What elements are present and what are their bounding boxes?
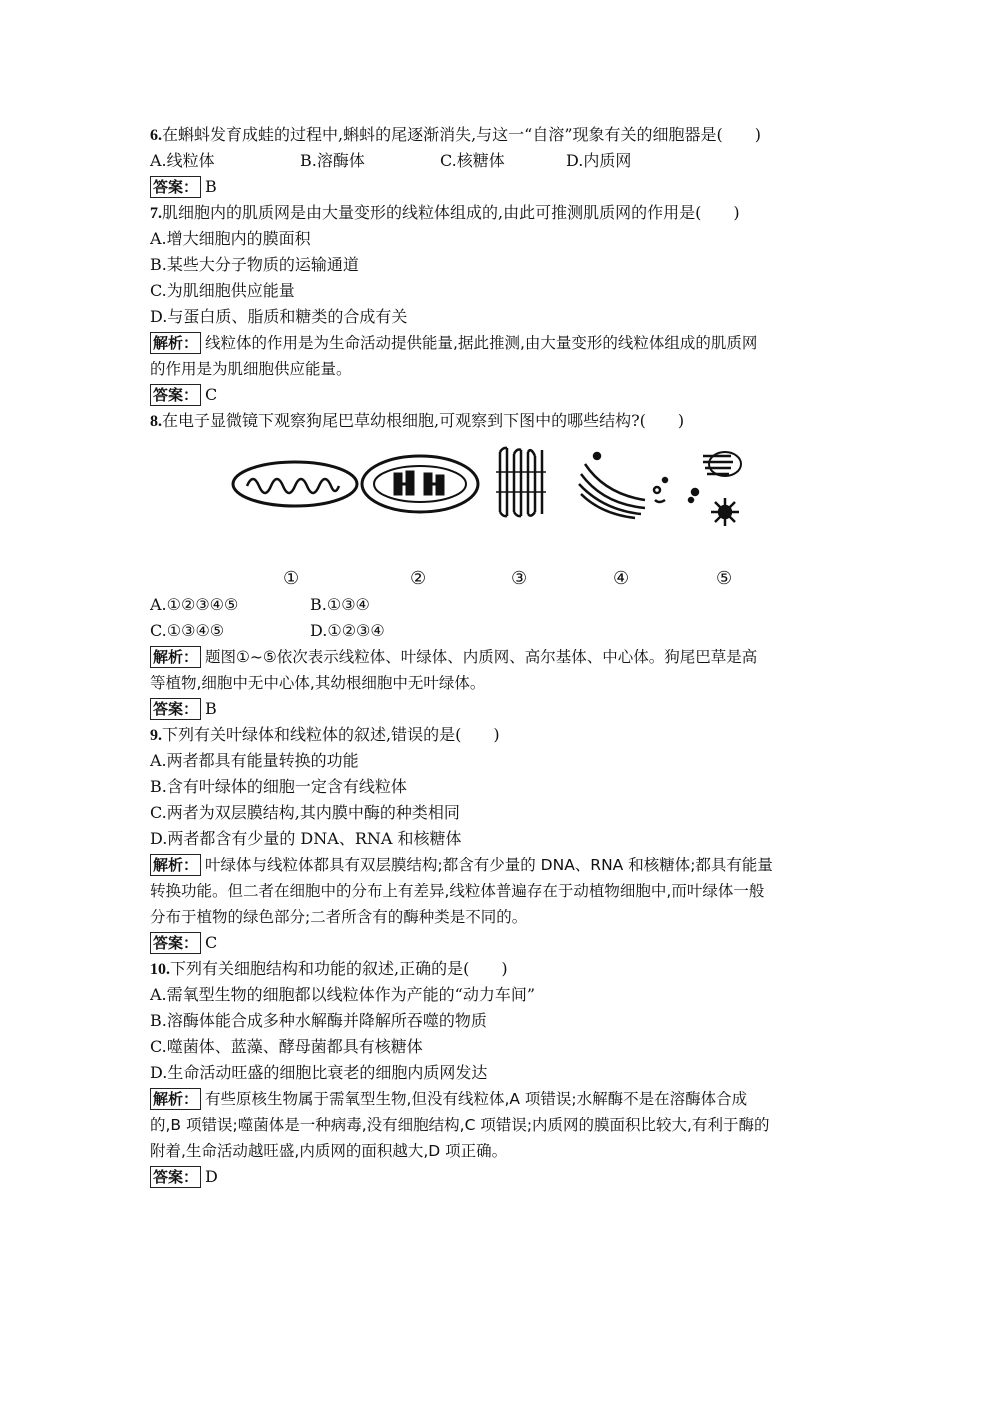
question-text: 下列有关叶绿体和线粒体的叙述,错误的是( ) <box>162 725 500 744</box>
question-number: 6. <box>150 127 162 144</box>
question-8-answer <box>150 696 850 722</box>
question-6 <box>150 122 850 148</box>
option-b: B.溶酶体 <box>300 151 365 170</box>
question-text: 肌细胞内的肌质网是由大量变形的线粒体组成的,由此可推测肌质网的作用是( ) <box>162 203 740 222</box>
explanation-line: 的作用是为肌细胞供应能量。 <box>150 360 352 378</box>
question-6-options <box>150 148 850 174</box>
figure-label-3: ③ <box>511 568 528 589</box>
option-a: A.线粒体 <box>150 151 215 170</box>
answer-value: C <box>205 933 218 952</box>
question-number: 9. <box>150 727 162 744</box>
answer-label: 答案： <box>150 1166 201 1188</box>
centriole-icon <box>689 452 741 526</box>
question-number: 7. <box>150 205 162 222</box>
question-9 <box>150 722 850 748</box>
golgi-apparatus-icon <box>579 453 667 518</box>
option-b: B.溶酶体能合成多种水解酶并降解所吞噬的物质 <box>150 1011 487 1030</box>
explanation-line: 线粒体的作用是为生命活动提供能量,据此推测,由大量变形的线粒体组成的肌质网 <box>205 334 758 352</box>
answer-label: 答案： <box>150 384 201 406</box>
chloroplast-icon <box>362 456 478 512</box>
question-10 <box>150 956 850 982</box>
answer-label: 答案： <box>150 176 201 198</box>
question-7 <box>150 200 850 226</box>
organelle-diagram <box>225 442 765 592</box>
explanation-line: 等植物,细胞中无中心体,其幼根细胞中无叶绿体。 <box>150 674 486 692</box>
question-8-options-row-1 <box>150 592 850 618</box>
answer-value: B <box>205 177 217 196</box>
question-8-explanation <box>150 644 850 696</box>
explanation-label: 解析： <box>150 646 201 668</box>
option-a: A.增大细胞内的膜面积 <box>150 229 311 248</box>
explanation-line: 转换功能。但二者在细胞中的分布上有差异,线粒体普遍存在于动植物细胞中,而叶绿体一般 <box>150 882 765 900</box>
option-d: D.与蛋白质、脂质和糖类的合成有关 <box>150 307 408 326</box>
answer-label: 答案： <box>150 698 201 720</box>
explanation-line: 有些原核生物属于需氧型生物,但没有线粒体,A 项错误;水解酶不是在溶酶体合成 <box>205 1090 748 1108</box>
option-d: D.生命活动旺盛的细胞比衰老的细胞内质网发达 <box>150 1063 488 1082</box>
endoplasmic-reticulum-icon <box>496 448 546 516</box>
option-c: C.①③④⑤ <box>150 621 225 640</box>
option-c: C.为肌细胞供应能量 <box>150 281 295 300</box>
option-a: A.两者都具有能量转换的功能 <box>150 751 359 770</box>
option-d: D.①②③④ <box>310 621 385 640</box>
question-7-explanation <box>150 330 850 382</box>
answer-value: C <box>205 385 218 404</box>
explanation-line: 题图①~⑤依次表示线粒体、叶绿体、内质网、高尔基体、中心体。狗尾巴草是高 <box>205 648 758 666</box>
explanation-line: 附着,生命活动越旺盛,内质网的面积越大,D 项正确。 <box>150 1142 508 1160</box>
option-d: D.内质网 <box>566 151 632 170</box>
answer-value: B <box>205 699 217 718</box>
option-c: C.两者为双层膜结构,其内膜中酶的种类相同 <box>150 803 460 822</box>
question-text: 下列有关细胞结构和功能的叙述,正确的是( ) <box>170 959 508 978</box>
option-a: A.①②③④⑤ <box>150 595 239 614</box>
document-content <box>150 122 850 1190</box>
option-b: B.①③④ <box>310 595 370 614</box>
organelle-figure <box>150 434 850 592</box>
option-c: C.噬菌体、蓝藻、酵母菌都具有核糖体 <box>150 1037 423 1056</box>
question-7-answer <box>150 382 850 408</box>
mitochondrion-icon <box>233 462 357 506</box>
figure-label-2: ② <box>410 568 427 589</box>
explanation-line: 叶绿体与线粒体都具有双层膜结构;都含有少量的 DNA、RNA 和核糖体;都具有能量 <box>205 856 773 874</box>
figure-label-4: ④ <box>613 568 630 589</box>
question-9-answer <box>150 930 850 956</box>
question-number: 8. <box>150 413 162 430</box>
explanation-label: 解析： <box>150 1088 201 1110</box>
option-c: C.核糖体 <box>440 151 505 170</box>
option-d: D.两者都含有少量的 DNA、RNA 和核糖体 <box>150 829 462 848</box>
question-text: 在电子显微镜下观察狗尾巴草幼根细胞,可观察到下图中的哪些结构?( ) <box>162 411 685 430</box>
figure-label-1: ① <box>283 568 300 589</box>
question-10-explanation <box>150 1086 850 1164</box>
answer-value: D <box>205 1167 218 1186</box>
answer-label: 答案： <box>150 932 201 954</box>
option-b: B.含有叶绿体的细胞一定含有线粒体 <box>150 777 407 796</box>
question-6-answer <box>150 174 850 200</box>
question-8-options-row-2 <box>150 618 850 644</box>
option-a: A.需氧型生物的细胞都以线粒体作为产能的“动力车间” <box>150 985 536 1004</box>
option-b: B.某些大分子物质的运输通道 <box>150 255 359 274</box>
question-number: 10. <box>150 961 170 978</box>
figure-label-5: ⑤ <box>716 568 733 589</box>
explanation-line: 分布于植物的绿色部分;二者所含有的酶种类是不同的。 <box>150 908 528 926</box>
explanation-label: 解析： <box>150 332 201 354</box>
question-8 <box>150 408 850 434</box>
question-9-explanation <box>150 852 850 930</box>
explanation-label: 解析： <box>150 854 201 876</box>
question-text: 在蝌蚪发育成蛙的过程中,蝌蚪的尾逐渐消失,与这一“自溶”现象有关的细胞器是( ) <box>162 125 762 144</box>
explanation-line: 的,B 项错误;噬菌体是一种病毒,没有细胞结构,C 项错误;内质网的膜面积比较大,有利于酶的 <box>150 1116 770 1134</box>
question-10-answer <box>150 1164 850 1190</box>
